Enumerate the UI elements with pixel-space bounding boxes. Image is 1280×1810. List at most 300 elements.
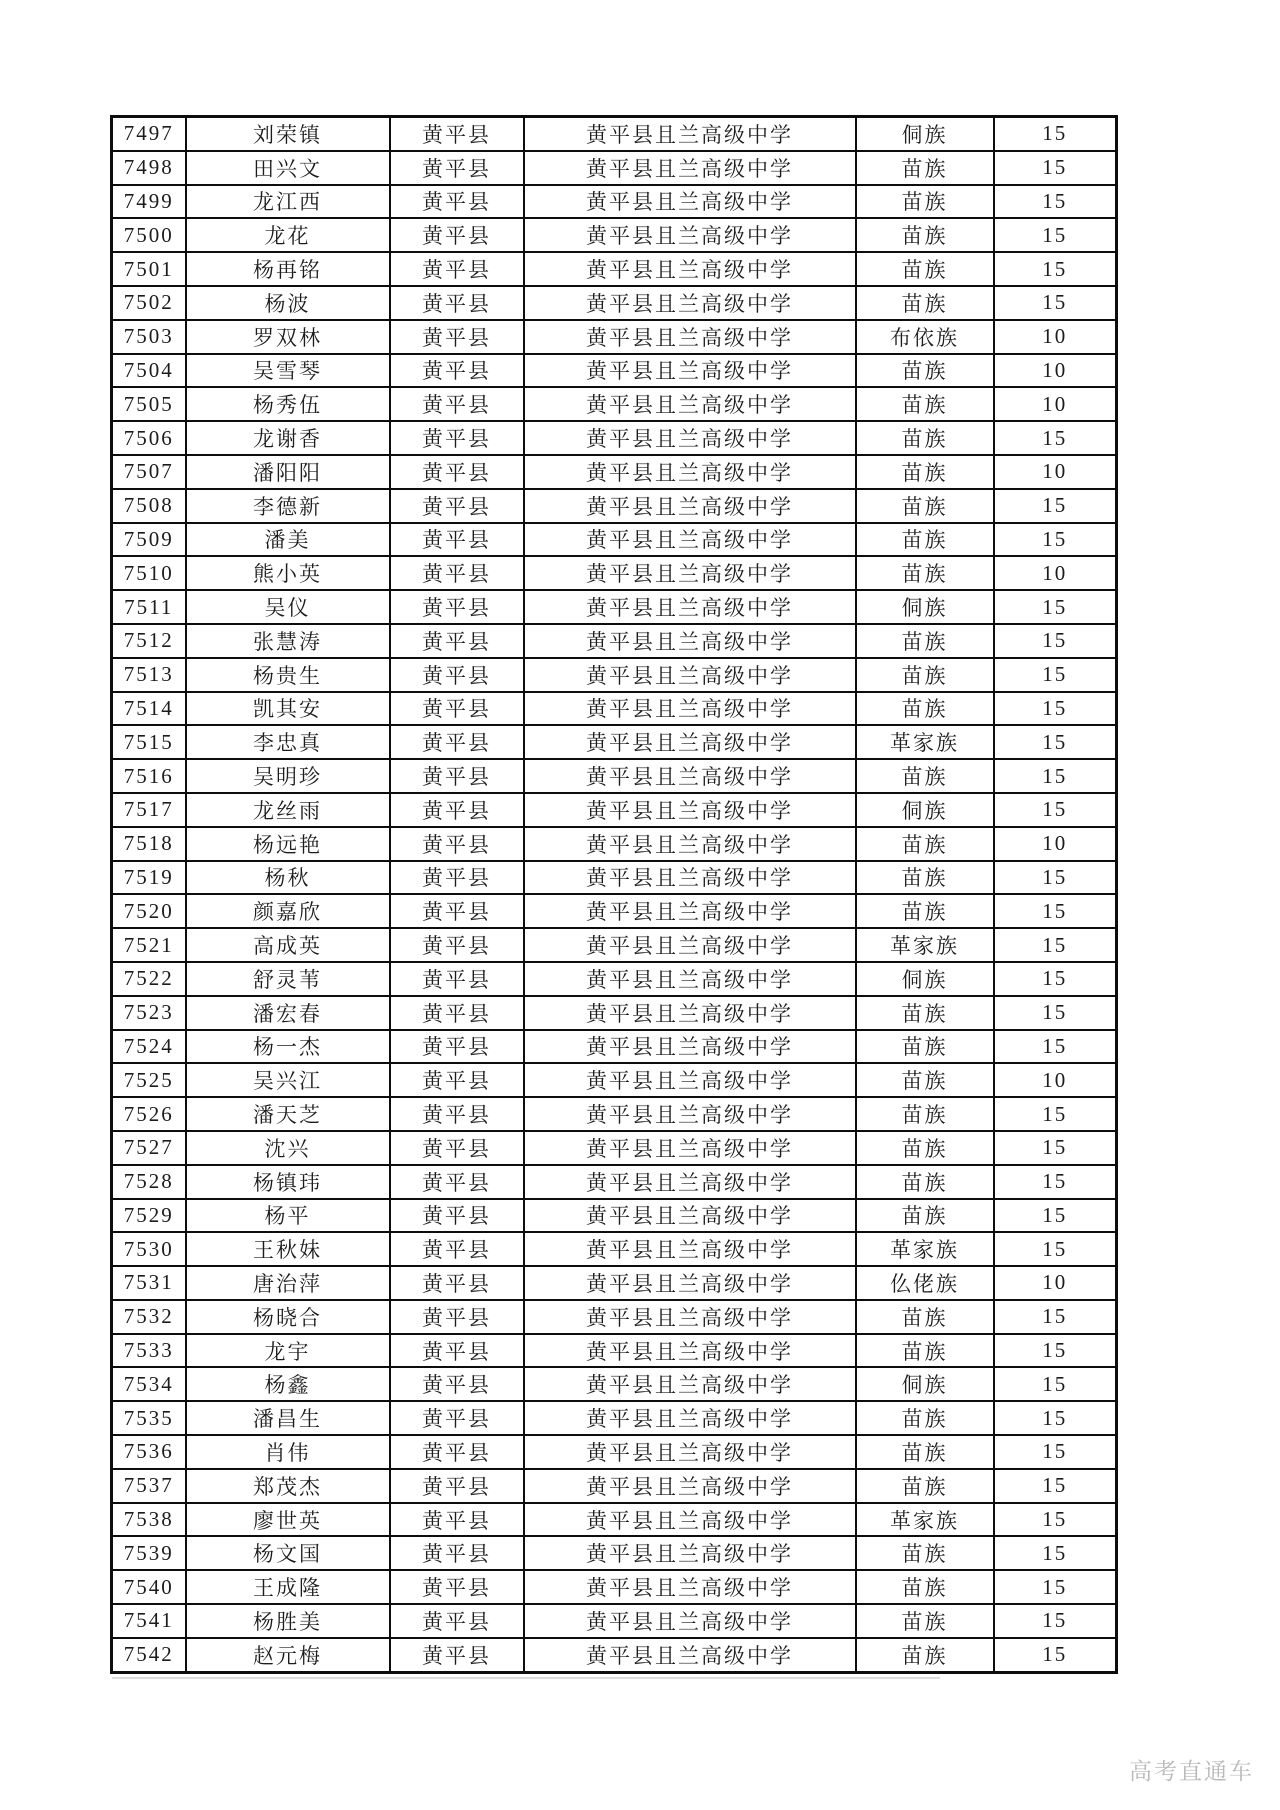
cell-county: 黄平县 (390, 151, 524, 185)
cell-id: 7523 (112, 996, 186, 1030)
cell-id: 7503 (112, 320, 186, 354)
cell-ethnicity: 革家族 (856, 928, 994, 962)
cell-score: 15 (994, 962, 1117, 996)
cell-ethnicity: 苗族 (856, 759, 994, 793)
cell-county: 黄平县 (390, 1232, 524, 1266)
cell-ethnicity: 苗族 (856, 827, 994, 861)
cell-name: 杨鑫 (186, 1367, 390, 1401)
table-row (112, 252, 1117, 286)
cell-id: 7511 (112, 590, 186, 624)
table-row (112, 590, 1117, 624)
cell-ethnicity: 苗族 (856, 996, 994, 1030)
cell-id: 7502 (112, 286, 186, 320)
cell-county: 黄平县 (390, 252, 524, 286)
cell-id: 7532 (112, 1300, 186, 1334)
cell-score: 10 (994, 827, 1117, 861)
cell-county: 黄平县 (390, 928, 524, 962)
cell-id: 7509 (112, 523, 186, 557)
cell-school: 黄平县且兰高级中学 (524, 1199, 856, 1233)
cell-school: 黄平县且兰高级中学 (524, 692, 856, 726)
table-row (112, 759, 1117, 793)
student-table-body (112, 117, 1117, 1673)
cell-name: 沈兴 (186, 1131, 390, 1165)
cell-school: 黄平县且兰高级中学 (524, 1503, 856, 1537)
cell-school: 黄平县且兰高级中学 (524, 894, 856, 928)
cell-name: 潘昌生 (186, 1401, 390, 1435)
cell-score: 15 (994, 1199, 1117, 1233)
cell-school: 黄平县且兰高级中学 (524, 117, 856, 151)
cell-school: 黄平县且兰高级中学 (524, 151, 856, 185)
cell-id: 7519 (112, 861, 186, 895)
cell-id: 7521 (112, 928, 186, 962)
cell-school: 黄平县且兰高级中学 (524, 861, 856, 895)
cell-score: 15 (994, 1536, 1117, 1570)
table-row (112, 1266, 1117, 1300)
cell-name: 刘荣镇 (186, 117, 390, 151)
cell-ethnicity: 革家族 (856, 725, 994, 759)
cell-name: 杨胜美 (186, 1604, 390, 1638)
cell-ethnicity: 侗族 (856, 590, 994, 624)
cell-score: 15 (994, 117, 1117, 151)
cell-name: 王成隆 (186, 1570, 390, 1604)
cell-school: 黄平县且兰高级中学 (524, 1367, 856, 1401)
cell-school: 黄平县且兰高级中学 (524, 1469, 856, 1503)
cell-ethnicity: 苗族 (856, 1536, 994, 1570)
cell-score: 15 (994, 725, 1117, 759)
cell-school: 黄平县且兰高级中学 (524, 1165, 856, 1199)
cell-score: 15 (994, 894, 1117, 928)
table-row (112, 1131, 1117, 1165)
cell-name: 杨贵生 (186, 658, 390, 692)
cell-score: 15 (994, 218, 1117, 252)
cell-ethnicity: 苗族 (856, 151, 994, 185)
table-row (112, 1199, 1117, 1233)
cell-county: 黄平县 (390, 117, 524, 151)
cell-county: 黄平县 (390, 1097, 524, 1131)
table-row (112, 1334, 1117, 1368)
cell-school: 黄平县且兰高级中学 (524, 1266, 856, 1300)
cell-name: 高成英 (186, 928, 390, 962)
table-row (112, 1469, 1117, 1503)
watermark-text: 高考直通车 (1129, 1758, 1254, 1784)
cell-ethnicity: 苗族 (856, 387, 994, 421)
cell-county: 黄平县 (390, 1435, 524, 1469)
cell-name: 杨镇玮 (186, 1165, 390, 1199)
cell-name: 杨波 (186, 286, 390, 320)
cell-id: 7540 (112, 1570, 186, 1604)
table-row (112, 861, 1117, 895)
cell-score: 10 (994, 455, 1117, 489)
cell-name: 郑茂杰 (186, 1469, 390, 1503)
cell-name: 张慧涛 (186, 624, 390, 658)
cell-ethnicity: 苗族 (856, 1300, 994, 1334)
cell-name: 吴兴江 (186, 1063, 390, 1097)
cell-id: 7505 (112, 387, 186, 421)
cell-id: 7515 (112, 725, 186, 759)
cell-county: 黄平县 (390, 624, 524, 658)
cell-score: 15 (994, 1131, 1117, 1165)
cell-name: 吴雪琴 (186, 354, 390, 388)
cell-id: 7506 (112, 421, 186, 455)
page-break-shadow (112, 1677, 940, 1679)
cell-score: 15 (994, 1030, 1117, 1064)
cell-school: 黄平县且兰高级中学 (524, 1570, 856, 1604)
cell-county: 黄平县 (390, 1536, 524, 1570)
cell-county: 黄平县 (390, 962, 524, 996)
cell-score: 10 (994, 354, 1117, 388)
cell-ethnicity: 苗族 (856, 421, 994, 455)
cell-id: 7531 (112, 1266, 186, 1300)
cell-county: 黄平县 (390, 827, 524, 861)
cell-name: 龙江西 (186, 185, 390, 219)
cell-id: 7527 (112, 1131, 186, 1165)
cell-ethnicity: 苗族 (856, 1030, 994, 1064)
cell-county: 黄平县 (390, 1638, 524, 1672)
cell-county: 黄平县 (390, 387, 524, 421)
cell-school: 黄平县且兰高级中学 (524, 962, 856, 996)
cell-ethnicity: 苗族 (856, 1063, 994, 1097)
cell-name: 潘美 (186, 523, 390, 557)
cell-school: 黄平县且兰高级中学 (524, 928, 856, 962)
cell-score: 15 (994, 861, 1117, 895)
cell-ethnicity: 苗族 (856, 624, 994, 658)
table-row (112, 725, 1117, 759)
cell-school: 黄平县且兰高级中学 (524, 590, 856, 624)
cell-score: 15 (994, 1469, 1117, 1503)
cell-score: 15 (994, 1165, 1117, 1199)
cell-ethnicity: 苗族 (856, 692, 994, 726)
cell-county: 黄平县 (390, 185, 524, 219)
table-row (112, 928, 1117, 962)
cell-id: 7528 (112, 1165, 186, 1199)
cell-id: 7530 (112, 1232, 186, 1266)
cell-name: 田兴文 (186, 151, 390, 185)
cell-score: 15 (994, 1300, 1117, 1334)
cell-name: 龙谢香 (186, 421, 390, 455)
cell-name: 唐治萍 (186, 1266, 390, 1300)
cell-school: 黄平县且兰高级中学 (524, 1435, 856, 1469)
cell-id: 7507 (112, 455, 186, 489)
cell-school: 黄平县且兰高级中学 (524, 1131, 856, 1165)
cell-school: 黄平县且兰高级中学 (524, 1401, 856, 1435)
table-row (112, 1638, 1117, 1672)
cell-score: 15 (994, 1638, 1117, 1672)
cell-county: 黄平县 (390, 996, 524, 1030)
table-row (112, 117, 1117, 151)
cell-school: 黄平县且兰高级中学 (524, 489, 856, 523)
table-row (112, 962, 1117, 996)
cell-county: 黄平县 (390, 523, 524, 557)
cell-county: 黄平县 (390, 725, 524, 759)
cell-name: 龙丝雨 (186, 793, 390, 827)
cell-ethnicity: 侗族 (856, 793, 994, 827)
table-row (112, 387, 1117, 421)
cell-id: 7500 (112, 218, 186, 252)
cell-ethnicity: 苗族 (856, 861, 994, 895)
cell-score: 15 (994, 692, 1117, 726)
cell-county: 黄平县 (390, 1300, 524, 1334)
cell-id: 7522 (112, 962, 186, 996)
cell-county: 黄平县 (390, 354, 524, 388)
cell-name: 赵元梅 (186, 1638, 390, 1672)
cell-name: 潘阳阳 (186, 455, 390, 489)
cell-name: 龙宇 (186, 1334, 390, 1368)
cell-id: 7508 (112, 489, 186, 523)
table-row (112, 827, 1117, 861)
cell-id: 7517 (112, 793, 186, 827)
cell-score: 15 (994, 1232, 1117, 1266)
student-roster-table (110, 115, 1118, 1674)
cell-school: 黄平县且兰高级中学 (524, 1604, 856, 1638)
cell-name: 杨文国 (186, 1536, 390, 1570)
cell-score: 15 (994, 1334, 1117, 1368)
cell-id: 7504 (112, 354, 186, 388)
table-row (112, 556, 1117, 590)
cell-id: 7533 (112, 1334, 186, 1368)
cell-name: 廖世英 (186, 1503, 390, 1537)
cell-score: 15 (994, 1367, 1117, 1401)
table-row (112, 1165, 1117, 1199)
cell-ethnicity: 苗族 (856, 1469, 994, 1503)
cell-school: 黄平县且兰高级中学 (524, 286, 856, 320)
cell-ethnicity: 苗族 (856, 1165, 994, 1199)
cell-county: 黄平县 (390, 489, 524, 523)
cell-school: 黄平县且兰高级中学 (524, 354, 856, 388)
cell-ethnicity: 侗族 (856, 962, 994, 996)
cell-school: 黄平县且兰高级中学 (524, 658, 856, 692)
cell-county: 黄平县 (390, 1367, 524, 1401)
cell-score: 15 (994, 286, 1117, 320)
table-row (112, 1401, 1117, 1435)
cell-school: 黄平县且兰高级中学 (524, 218, 856, 252)
table-row (112, 455, 1117, 489)
cell-id: 7516 (112, 759, 186, 793)
cell-id: 7524 (112, 1030, 186, 1064)
cell-county: 黄平县 (390, 1131, 524, 1165)
cell-county: 黄平县 (390, 1063, 524, 1097)
table-row (112, 354, 1117, 388)
table-row (112, 421, 1117, 455)
cell-score: 15 (994, 624, 1117, 658)
cell-id: 7514 (112, 692, 186, 726)
cell-school: 黄平县且兰高级中学 (524, 185, 856, 219)
cell-id: 7518 (112, 827, 186, 861)
cell-school: 黄平县且兰高级中学 (524, 793, 856, 827)
cell-ethnicity: 苗族 (856, 1334, 994, 1368)
cell-ethnicity: 苗族 (856, 185, 994, 219)
cell-id: 7520 (112, 894, 186, 928)
table-row (112, 1570, 1117, 1604)
cell-county: 黄平县 (390, 1199, 524, 1233)
cell-score: 15 (994, 1435, 1117, 1469)
cell-school: 黄平县且兰高级中学 (524, 1063, 856, 1097)
cell-score: 10 (994, 320, 1117, 354)
cell-ethnicity: 苗族 (856, 1570, 994, 1604)
cell-ethnicity: 苗族 (856, 556, 994, 590)
cell-name: 龙花 (186, 218, 390, 252)
cell-id: 7498 (112, 151, 186, 185)
table-row (112, 151, 1117, 185)
table-row (112, 692, 1117, 726)
cell-ethnicity: 苗族 (856, 1604, 994, 1638)
cell-county: 黄平县 (390, 894, 524, 928)
cell-county: 黄平县 (390, 590, 524, 624)
cell-ethnicity: 苗族 (856, 894, 994, 928)
table-row (112, 1097, 1117, 1131)
cell-score: 10 (994, 556, 1117, 590)
cell-ethnicity: 仫佬族 (856, 1266, 994, 1300)
cell-county: 黄平县 (390, 692, 524, 726)
cell-name: 杨一杰 (186, 1030, 390, 1064)
cell-ethnicity: 苗族 (856, 1401, 994, 1435)
cell-county: 黄平县 (390, 556, 524, 590)
cell-ethnicity: 侗族 (856, 1367, 994, 1401)
table-row (112, 185, 1117, 219)
cell-ethnicity: 苗族 (856, 658, 994, 692)
table-row (112, 1604, 1117, 1638)
cell-county: 黄平县 (390, 455, 524, 489)
cell-county: 黄平县 (390, 1165, 524, 1199)
table-row (112, 1435, 1117, 1469)
cell-ethnicity: 侗族 (856, 117, 994, 151)
cell-name: 潘宏春 (186, 996, 390, 1030)
cell-school: 黄平县且兰高级中学 (524, 759, 856, 793)
cell-ethnicity: 苗族 (856, 523, 994, 557)
cell-score: 10 (994, 1063, 1117, 1097)
cell-name: 杨秋 (186, 861, 390, 895)
cell-id: 7535 (112, 1401, 186, 1435)
cell-school: 黄平县且兰高级中学 (524, 1232, 856, 1266)
cell-name: 王秋妹 (186, 1232, 390, 1266)
cell-id: 7501 (112, 252, 186, 286)
cell-score: 15 (994, 1401, 1117, 1435)
table-row (112, 1030, 1117, 1064)
cell-id: 7542 (112, 1638, 186, 1672)
cell-id: 7525 (112, 1063, 186, 1097)
cell-score: 15 (994, 252, 1117, 286)
cell-ethnicity: 布依族 (856, 320, 994, 354)
cell-county: 黄平县 (390, 1469, 524, 1503)
table-row (112, 894, 1117, 928)
table-row (112, 320, 1117, 354)
cell-ethnicity: 苗族 (856, 354, 994, 388)
table-row (112, 1063, 1117, 1097)
cell-county: 黄平县 (390, 1503, 524, 1537)
table-row (112, 658, 1117, 692)
cell-name: 凯其安 (186, 692, 390, 726)
cell-ethnicity: 苗族 (856, 1199, 994, 1233)
cell-school: 黄平县且兰高级中学 (524, 523, 856, 557)
cell-ethnicity: 苗族 (856, 489, 994, 523)
cell-id: 7526 (112, 1097, 186, 1131)
cell-county: 黄平县 (390, 286, 524, 320)
cell-name: 熊小英 (186, 556, 390, 590)
cell-score: 15 (994, 151, 1117, 185)
cell-school: 黄平县且兰高级中学 (524, 455, 856, 489)
cell-id: 7513 (112, 658, 186, 692)
cell-score: 15 (994, 996, 1117, 1030)
cell-name: 杨再铭 (186, 252, 390, 286)
cell-id: 7529 (112, 1199, 186, 1233)
cell-score: 10 (994, 1266, 1117, 1300)
cell-county: 黄平县 (390, 421, 524, 455)
cell-score: 15 (994, 928, 1117, 962)
cell-id: 7541 (112, 1604, 186, 1638)
cell-score: 15 (994, 658, 1117, 692)
cell-score: 15 (994, 590, 1117, 624)
cell-ethnicity: 革家族 (856, 1232, 994, 1266)
cell-name: 舒灵苇 (186, 962, 390, 996)
cell-county: 黄平县 (390, 1030, 524, 1064)
cell-county: 黄平县 (390, 759, 524, 793)
cell-id: 7537 (112, 1469, 186, 1503)
cell-score: 15 (994, 421, 1117, 455)
table-row (112, 1536, 1117, 1570)
cell-score: 15 (994, 1570, 1117, 1604)
cell-name: 杨平 (186, 1199, 390, 1233)
cell-school: 黄平县且兰高级中学 (524, 1097, 856, 1131)
cell-school: 黄平县且兰高级中学 (524, 421, 856, 455)
cell-id: 7512 (112, 624, 186, 658)
cell-school: 黄平县且兰高级中学 (524, 1030, 856, 1064)
cell-score: 15 (994, 1604, 1117, 1638)
cell-score: 10 (994, 387, 1117, 421)
cell-school: 黄平县且兰高级中学 (524, 1638, 856, 1672)
table-row (112, 286, 1117, 320)
cell-county: 黄平县 (390, 1604, 524, 1638)
cell-name: 颜嘉欣 (186, 894, 390, 928)
cell-school: 黄平县且兰高级中学 (524, 1300, 856, 1334)
table-row (112, 1300, 1117, 1334)
cell-ethnicity: 苗族 (856, 252, 994, 286)
cell-id: 7534 (112, 1367, 186, 1401)
cell-name: 潘天芝 (186, 1097, 390, 1131)
cell-school: 黄平县且兰高级中学 (524, 252, 856, 286)
cell-name: 罗双林 (186, 320, 390, 354)
cell-id: 7499 (112, 185, 186, 219)
cell-name: 吴仪 (186, 590, 390, 624)
table-row (112, 1232, 1117, 1266)
table-row (112, 218, 1117, 252)
cell-score: 15 (994, 523, 1117, 557)
cell-name: 杨晓合 (186, 1300, 390, 1334)
cell-name: 杨秀伍 (186, 387, 390, 421)
table-row (112, 523, 1117, 557)
cell-ethnicity: 苗族 (856, 218, 994, 252)
cell-name: 杨远艳 (186, 827, 390, 861)
table-row (112, 624, 1117, 658)
table-row (112, 489, 1117, 523)
cell-county: 黄平县 (390, 1266, 524, 1300)
cell-county: 黄平县 (390, 320, 524, 354)
cell-score: 15 (994, 1503, 1117, 1537)
cell-ethnicity: 苗族 (856, 1435, 994, 1469)
cell-id: 7536 (112, 1435, 186, 1469)
cell-school: 黄平县且兰高级中学 (524, 996, 856, 1030)
cell-name: 李忠真 (186, 725, 390, 759)
cell-score: 15 (994, 185, 1117, 219)
cell-school: 黄平县且兰高级中学 (524, 1334, 856, 1368)
cell-school: 黄平县且兰高级中学 (524, 320, 856, 354)
cell-school: 黄平县且兰高级中学 (524, 827, 856, 861)
cell-school: 黄平县且兰高级中学 (524, 624, 856, 658)
cell-school: 黄平县且兰高级中学 (524, 556, 856, 590)
cell-county: 黄平县 (390, 1570, 524, 1604)
table-row (112, 793, 1117, 827)
cell-score: 15 (994, 1097, 1117, 1131)
cell-score: 15 (994, 489, 1117, 523)
cell-ethnicity: 苗族 (856, 286, 994, 320)
